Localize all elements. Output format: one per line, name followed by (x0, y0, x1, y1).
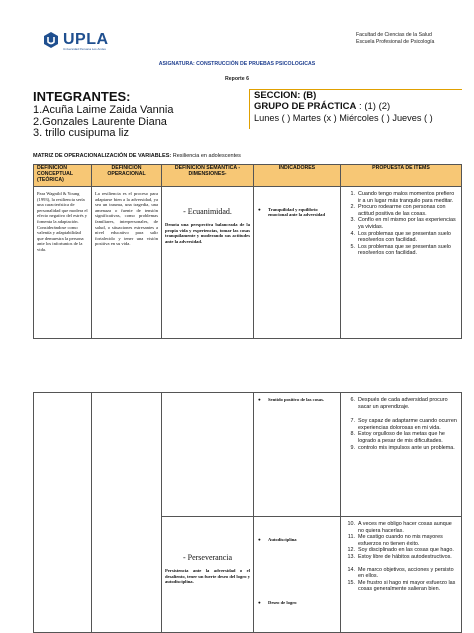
section-label: SECCION: (B) (254, 90, 317, 101)
team-member: 3. trillo cusipuma liz (33, 127, 129, 139)
items-list-1 (341, 187, 462, 339)
item-row: 8. Estoy orgulloso de las metas que he logrado a pesar de mis dificultades. (350, 431, 445, 444)
header-conceptual: DEFINICIÓN CONCEPTUAL (TEÓRICA) (34, 165, 92, 187)
school-name: Escuela Profesional de Psicología (356, 38, 435, 45)
header-semantic: DEFINICIÓN SEMÁNTICA -DIMENSIONES- (162, 165, 254, 187)
dimension-perseverance: - Perseverancia (182, 553, 233, 562)
header-indicators: INDICADORES (254, 165, 341, 187)
item-row: 3. Confío en mí mismo por las experiencias ya vividas. (350, 217, 456, 230)
items-list-2 (341, 393, 462, 517)
team-title: INTEGRANTES: (33, 89, 131, 104)
matrix-title: MATRIZ DE OPERACIONALIZACIÓN DE VARIABLES: Resiliencia en adolescentes (33, 153, 241, 159)
faculty-block (356, 32, 434, 45)
report-title: Reporte 6 (225, 76, 249, 82)
item-row: 12. Soy disciplinado en las cosas que hago. (347, 547, 454, 554)
indicator-self-discipline: ● Autodisciplina (258, 537, 297, 542)
dimension-equanimity-desc: Denota una perspectiva balanceada de la propia vida y experiencias, tomar las cosas tranquilamente y moderando sus actitudes ante la adversidad. (165, 222, 250, 244)
item-row: 5. Los problemas que se presentan suelo resolverlos con facilidad. (350, 243, 451, 257)
item-row: 9. controlo mis impulsos ante un problema. (350, 444, 455, 451)
schedule-days: Lunes ( ) Martes (x ) Miércoles ( ) Jueves ( ) (254, 113, 433, 123)
item-row: 15. Me frustro si hago mi mayor esfuerzo las cosas generalmente salieran bien. (347, 579, 456, 593)
course-title: ASIGNATURA: CONSTRUCCIÓN DE PRUEBAS PSICOLOGICAS (158, 61, 316, 67)
matrix-table-top (33, 164, 462, 339)
matrix-table-bottom (33, 392, 462, 633)
faculty-name: Facultad de Ciencias de la Salud (356, 32, 432, 38)
operational-definition: La resiliencia es el proceso para adaptarse bien a la adversidad, ya sea un trauma, una tragedia, una amenaza o fuente de tensión significativas, como problemas familiares, interpersonales, de salud, o situaciones estresantes a nivel educativo para salir fortalecido y tener una visión positiva en su vida. (95, 191, 158, 247)
item-row: 13. Estoy libre de hábitos autodestructivos. (347, 553, 452, 560)
header-items: PROPUESTA DE ÍTEMS (341, 165, 462, 187)
logo-text: UPLA (63, 31, 109, 48)
team-member: 1.Acuña Laime Zaida Vannia (33, 104, 174, 116)
item-row: 6. Después de cada adversidad procuro sacar un aprendizaje. (350, 397, 448, 410)
items-list-3 (341, 517, 462, 633)
item-row: 11. Me castigo cuando no mis mayores esfuerzos no tienen éxito. (347, 534, 443, 547)
team-member: 2.Gonzales Laurente Diana (33, 115, 167, 128)
header-operational: DEFINICIÓN OPERACIONAL (92, 165, 162, 187)
item-row: 1. Cuando tengo malos momentos prefiero ir a un lugar más tranquilo para meditar. (350, 191, 455, 204)
item-row: 2. Procuro rodearme con personas con actitud positiva de las cosas. (350, 204, 446, 217)
indicator-calm: ● Tranquilidad y equilibrio emocional ante la adversidad (258, 207, 326, 218)
logo-tagline: Universidad Peruana Los Andes (63, 47, 106, 51)
item-row: 10. A veces me obligo hacer cosas aunque no quiera hacerlas. (347, 521, 452, 534)
team-list (33, 105, 173, 140)
indicator-positive-sense: ● Sentido positivo de las cosas. (258, 397, 325, 402)
item-row: 14. Me marco objetivos, acciones y persisto en ellos. (347, 566, 454, 580)
indicator-achievement: ● Deseo de logro (258, 600, 297, 606)
dimension-perseverance-desc: Persistencia ante la adversidad o el desaliento, tener un fuerte deseo del logro y autodisciplina. (165, 568, 250, 585)
practice-group: GRUPO DE PRÁCTICA : (1) (2) (254, 101, 391, 112)
item-row: 4. Los problemas que se presentan suelo resolverlos con facilidad. (350, 230, 451, 244)
upla-logo-icon (42, 31, 60, 49)
item-row: 7. Soy capaz de adaptarme cuando ocurren experiencias dolorosas en mi vida. (350, 418, 457, 431)
conceptual-definition: Para Wagnild & Young (1993), la resiliencia sería una característica de personalidad que modera el efecto negativo del estrés y fomenta la adaptación. Considerándose como valentía y adaptabilidad que demuestra la persona ante los infortunios de la vida. (37, 191, 88, 252)
dimension-equanimity: - Ecuanimidad. (183, 207, 232, 216)
